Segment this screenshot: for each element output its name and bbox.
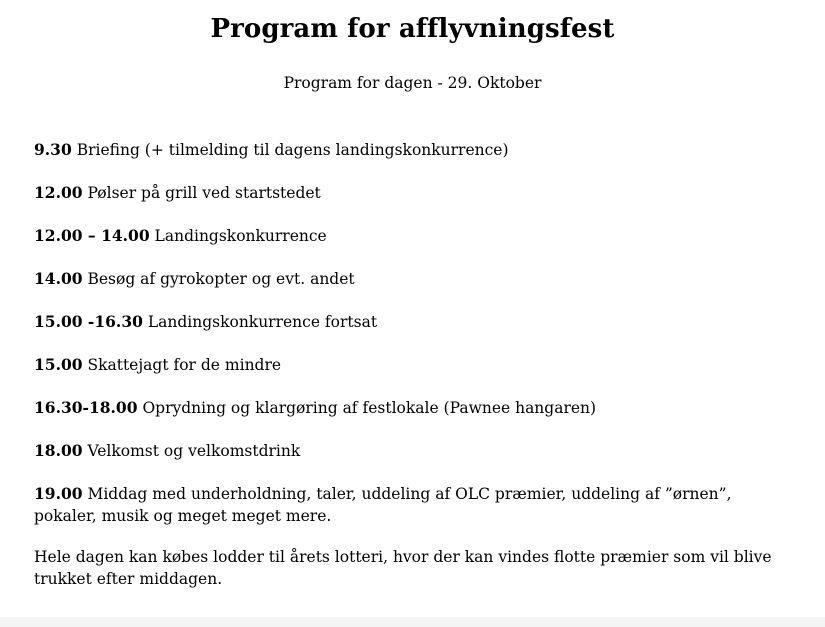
schedule-item	[34, 397, 794, 440]
page-subtitle: Program for dagen - 29. Oktober	[283, 74, 542, 92]
schedule-text: Velkomst og velkomstdrink	[82, 442, 301, 460]
schedule-text: Middag med underholdning, taler, uddeling af OLC præmier, uddeling af ”ørnen”,	[82, 485, 732, 503]
schedule-time: 15.00	[34, 355, 83, 374]
schedule-text: Skattejagt for de mindre	[82, 356, 282, 374]
lottery-note	[34, 546, 804, 590]
schedule-text: Pølser på grill ved startstedet	[82, 184, 321, 202]
page-title: Program for afflyvningsfest	[210, 14, 615, 44]
schedule-text: Briefing (+ tilmelding til dagens landingskonkurrence)	[71, 141, 509, 159]
schedule-item	[34, 182, 794, 225]
schedule-item	[34, 354, 794, 397]
page-bottom-edge	[0, 617, 825, 627]
schedule-text: Oprydning og klargøring af festlokale (Pawnee hangaren)	[137, 399, 597, 417]
schedule-line	[34, 483, 794, 505]
schedule-time: 12.00 – 14.00	[34, 226, 150, 245]
schedule-item	[34, 440, 794, 483]
schedule-text: Landingskonkurrence	[149, 227, 327, 245]
schedule-time: 9.30	[34, 140, 72, 159]
schedule-list	[34, 139, 794, 527]
lottery-note-line: Hele dagen kan købes lodder til årets lotteri, hvor der kan vindes flotte præmier som vil blive	[34, 548, 772, 566]
schedule-time: 18.00	[34, 441, 83, 460]
schedule-item	[34, 311, 794, 354]
schedule-item	[34, 225, 794, 268]
schedule-time: 19.00	[34, 484, 83, 503]
schedule-text-continued: pokaler, musik og meget meget mere.	[34, 507, 332, 525]
schedule-time: 14.00	[34, 269, 83, 288]
schedule-time: 12.00	[34, 183, 83, 202]
schedule-time: 16.30-18.00	[34, 398, 138, 417]
schedule-item	[34, 139, 794, 182]
schedule-item	[34, 483, 794, 527]
lottery-note-line: trukket efter middagen.	[34, 570, 223, 588]
schedule-item	[34, 268, 794, 311]
schedule-text: Besøg af gyrokopter og evt. andet	[82, 270, 355, 288]
schedule-time: 15.00 -16.30	[34, 312, 143, 331]
schedule-text: Landingskonkurrence fortsat	[142, 313, 378, 331]
